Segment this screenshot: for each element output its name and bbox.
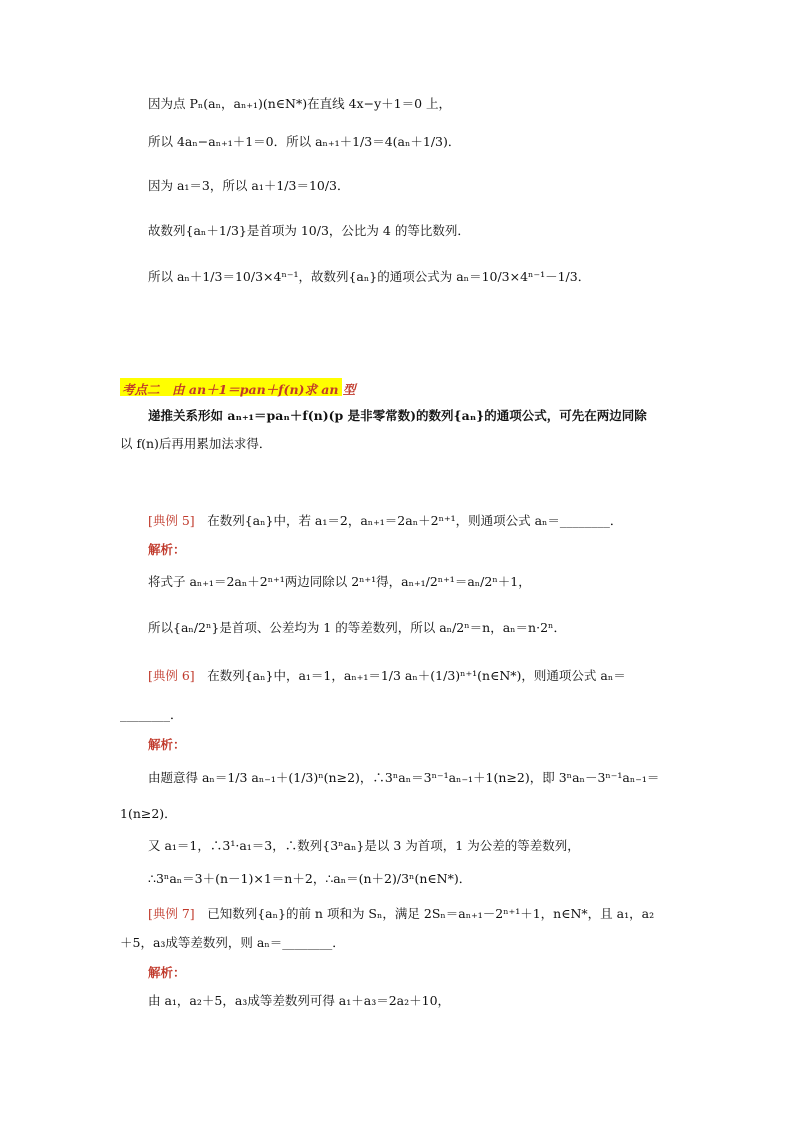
example-question <box>148 670 626 683</box>
solution-line: 因为点 Pₙ(aₙ，aₙ₊₁)(n∈N*)在直线 4x−y＋1＝0 上， <box>148 96 452 111</box>
example-question <box>148 515 622 528</box>
section-heading <box>120 378 356 397</box>
solution-label: 解析： <box>148 542 186 557</box>
section-description: 递推关系形如 aₙ₊₁＝paₙ＋f(n)(p 是非零常数)的数列{aₙ}的通项公式，可先在两边同除 <box>148 408 647 423</box>
question-text: 在数列{aₙ}中，a₁＝1，aₙ₊₁＝1/3 aₙ＋(1/3)ⁿ⁺¹(n∈N*)，则通项公式 aₙ＝ <box>194 668 626 683</box>
solution-line: 1(n≥2)． <box>120 806 177 821</box>
solution-line: 又 a₁＝1，∴3¹·a₁＝3，∴数列{3ⁿaₙ}是以 3 为首项，1 为公差的等差数列， <box>148 838 580 853</box>
answer-blank: ________． <box>120 707 183 722</box>
question-text: 已知数列{aₙ}的前 n 项和为 Sₙ，满足 2Sₙ＝aₙ₊₁－2ⁿ⁺¹＋1，n∈N*，且 a₁，a₂ <box>194 906 655 921</box>
example-tag: [典例 6] <box>148 668 195 683</box>
solution-line: 所以 4aₙ−aₙ₊₁＋1＝0．所以 aₙ₊₁＋1/3＝4(aₙ＋1/3)． <box>148 134 461 149</box>
example-tag: [典例 5] <box>148 513 195 528</box>
question-text: 在数列{aₙ}中，若 a₁＝2，aₙ₊₁＝2aₙ＋2ⁿ⁺¹，则通项公式 aₙ＝________． <box>194 513 623 528</box>
solution-line: 所以 aₙ＋1/3＝10/3×4ⁿ⁻¹，故数列{aₙ}的通项公式为 aₙ＝10/3×4ⁿ⁻¹－1/3． <box>148 269 591 284</box>
question-continuation: ＋5，a₃成等差数列，则 aₙ＝________． <box>120 935 345 950</box>
section-description: 以 f(n)后再用累加法求得． <box>120 436 272 451</box>
solution-line: 因为 a₁＝3，所以 a₁＋1/3＝10/3． <box>148 178 350 193</box>
solution-label: 解析： <box>148 737 186 752</box>
solution-line: 将式子 aₙ₊₁＝2aₙ＋2ⁿ⁺¹两边同除以 2ⁿ⁺¹得，aₙ₊₁/2ⁿ⁺¹＝aₙ/2ⁿ＋1， <box>148 574 531 589</box>
solution-line: 所以{aₙ/2ⁿ}是首项、公差均为 1 的等差数列，所以 aₙ/2ⁿ＝n，aₙ＝n·2ⁿ． <box>148 620 566 635</box>
solution-line: 故数列{aₙ＋1/3}是首项为 10/3，公比为 4 的等比数列． <box>148 223 470 238</box>
example-question <box>148 908 654 921</box>
solution-label: 解析： <box>148 965 186 980</box>
solution-line: ∴3ⁿaₙ＝3＋(n－1)×1＝n＋2，∴aₙ＝(n＋2)/3ⁿ(n∈N*)． <box>148 871 472 886</box>
solution-line: 由题意得 aₙ＝1/3 aₙ₋₁＋(1/3)ⁿ(n≥2)，∴3ⁿaₙ＝3ⁿ⁻¹aₙ₋₁＋1(n≥2)，即 3ⁿaₙ－3ⁿ⁻¹aₙ₋₁＝ <box>148 770 660 785</box>
example-tag: [典例 7] <box>148 906 195 921</box>
solution-line: 由 a₁，a₂＋5，a₃成等差数列可得 a₁＋a₃＝2a₂＋10， <box>148 993 451 1008</box>
section-title: 考点二 由 an＋1＝pan＋f(n)求 an 型 <box>122 382 356 397</box>
